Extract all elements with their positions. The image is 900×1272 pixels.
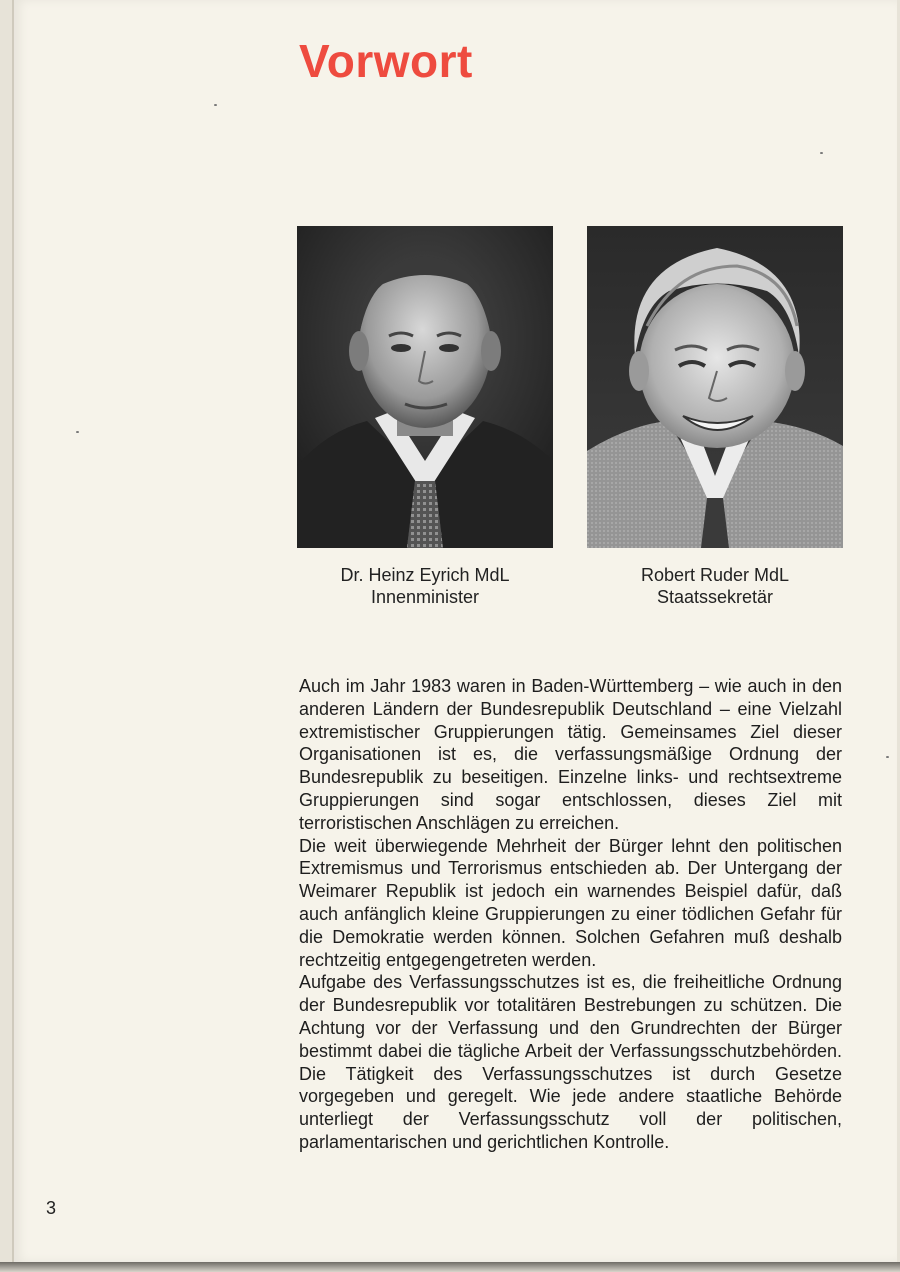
- paragraph: Die weit überwiegende Mehrheit der Bürger lehnt den politischen Extremismus und Terrorismus entschieden ab. Der Untergang der Weimarer Republik ist jedoch ein warnendes Beispiel dafür, daß auch anfänglich kleine Gruppierungen zu einer tödlichen Gefahr für die Demokratie werden können. Solchen Gefahren muß deshalb rechtzeitig entgegengetreten werden.: [299, 835, 842, 970]
- caption-ruder: [587, 564, 843, 608]
- page-number: 3: [46, 1198, 57, 1218]
- paper-speck: [886, 756, 889, 758]
- caption-eyrich: [297, 564, 553, 608]
- caption-name: Robert Ruder MdL: [640, 565, 790, 585]
- caption-name: Dr. Heinz Eyrich MdL: [340, 565, 510, 585]
- paper-speck: [76, 431, 79, 433]
- portrait-photo-ruder: [587, 226, 843, 548]
- page-title: Vorwort: [299, 35, 473, 87]
- paper-speck: [214, 104, 217, 106]
- caption-role: Staatssekretär: [656, 587, 774, 607]
- paragraph: Auch im Jahr 1983 waren in Baden-Württemberg – wie auch in den anderen Ländern der Bundesrepublik Deutschland – eine Vielzahl extremistischer Gruppierungen tätig. Gemeinsames Ziel dieser Organisationen ist es, die verfassungsmäßige Ordnung der Bundesrepublik zu beseitigen. Einzelne links- und rechtsextreme Gruppierungen sind sogar entschlossen, dieses Ziel mit terroristischen Anschlägen zu erreichen.: [299, 676, 842, 833]
- paragraph: Aufgabe des Verfassungsschutzes ist es, die freiheitliche Ordnung der Bundesrepublik vor totalitären Bestrebungen zu schützen. Die Achtung vor der Verfassung und den Grundrechten der Bürger bestimmt dabei die tägliche Arbeit der Verfassungsschutzbehörden. Die Tätigkeit des Verfassungsschutzes ist durch Gesetze vorgegeben und geregelt. Wie jede andere staatliche Behörde unterliegt der Verfassungsschutz voll der politischen, parlamentarischen und gerichtlichen Kontrolle.: [299, 972, 842, 1152]
- paper-speck: [820, 152, 823, 154]
- foreword-body: [299, 675, 842, 1154]
- page-edge: [0, 1262, 900, 1272]
- caption-role: Innenminister: [370, 587, 480, 607]
- portrait-photo-eyrich: [297, 226, 553, 548]
- document-page: [12, 0, 897, 1262]
